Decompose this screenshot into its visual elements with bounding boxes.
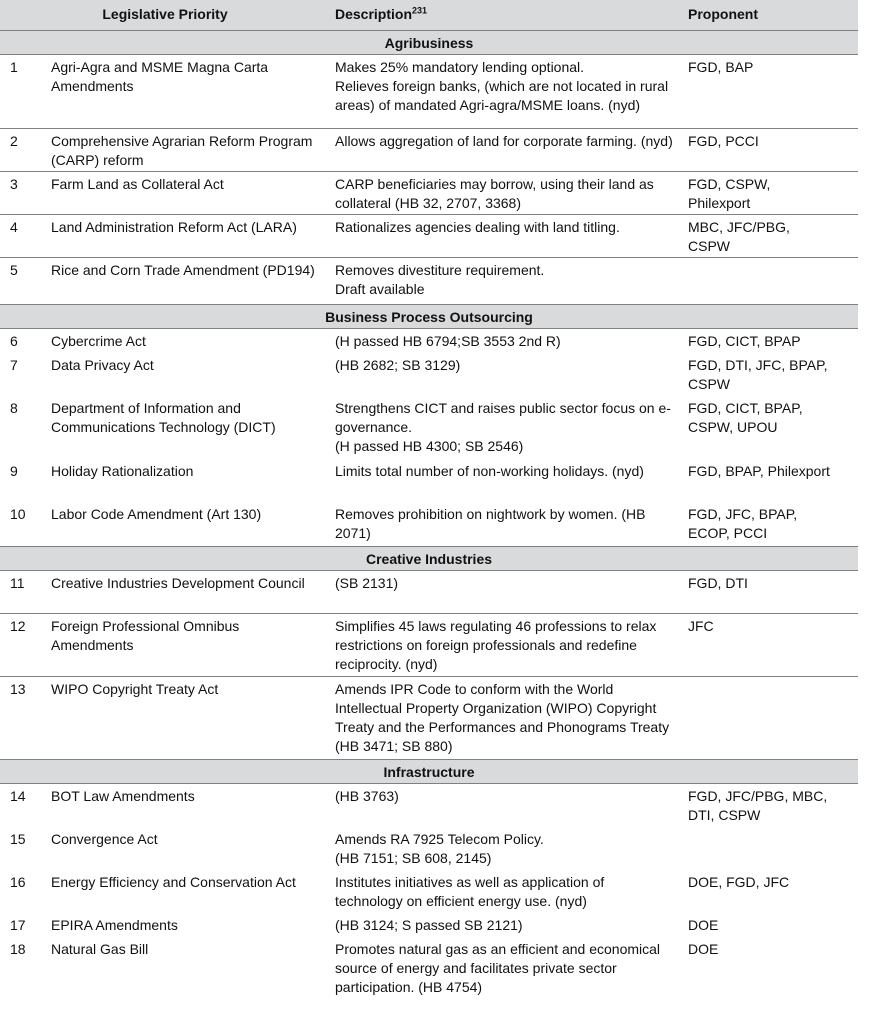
row-description: Removes divestiture requirement. Draft available — [335, 262, 545, 297]
row-priority: Rice and Corn Trade Amendment (PD194) — [51, 262, 315, 278]
row-priority: WIPO Copyright Treaty Act — [51, 681, 219, 697]
row-priority: Comprehensive Agrarian Reform Program (CARP) reform — [51, 133, 313, 168]
row-proponent: FGD, CICT, BPAP — [688, 333, 801, 349]
row-proponent: DOE — [688, 917, 719, 933]
row-proponent: DOE, FGD, JFC — [688, 874, 790, 890]
table-row — [0, 913, 858, 937]
row-number: 14 — [10, 788, 26, 804]
header-description — [330, 0, 683, 30]
row-description: Amends IPR Code to conform with the World Intellectual Property Organization (WIPO) Copyright Treaty and the Performances and Phonograms Treaty (HB 3471; SB 880) — [335, 681, 670, 754]
row-priority: Farm Land as Collateral Act — [51, 176, 224, 192]
row-number: 16 — [10, 874, 26, 890]
table-row — [0, 55, 858, 129]
row-number: 2 — [10, 133, 18, 149]
section-agribusiness — [0, 31, 858, 305]
section-title: Infrastructure — [0, 760, 858, 784]
row-description: Simplifies 45 laws regulating 46 professions to relax restrictions on foreign professionals and redefine reciprocity. (nyd) — [335, 618, 657, 672]
row-proponent: FGD, BAP — [688, 59, 754, 75]
row-description: Strengthens CICT and raises public sector focus on e-governance. (H passed HB 4300; SB 2546) — [335, 400, 671, 454]
row-number: 3 — [10, 176, 18, 192]
table-row — [0, 614, 858, 677]
row-priority: Energy Efficiency and Conservation Act — [51, 874, 296, 890]
row-description: Allows aggregation of land for corporate farming. (nyd) — [335, 133, 673, 149]
table-row — [0, 870, 858, 913]
row-priority: Holiday Rationalization — [51, 463, 194, 479]
table-header — [0, 0, 858, 31]
row-number: 11 — [10, 575, 25, 591]
row-description: Institutes initiatives as well as application of technology on efficient energy use. (nyd) — [335, 874, 605, 909]
row-priority: Foreign Professional Omnibus Amendments — [51, 618, 240, 653]
row-priority: Labor Code Amendment (Art 130) — [51, 506, 262, 522]
row-proponent — [683, 258, 858, 304]
row-description: Makes 25% mandatory lending optional. Relieves foreign banks, (which are not located in rural areas) of mandated Agri-agra/MSME loans. (nyd) — [335, 59, 669, 113]
section-creative-industries — [0, 547, 858, 760]
row-number: 10 — [10, 506, 26, 522]
row-description: (SB 2131) — [335, 575, 399, 591]
section-title: Business Process Outsourcing — [0, 305, 858, 329]
table-row — [0, 784, 858, 827]
table-row — [0, 172, 858, 215]
row-priority: Agri-Agra and MSME Magna Carta Amendments — [51, 59, 269, 94]
table-row — [0, 827, 858, 870]
row-number: 17 — [10, 917, 26, 933]
row-proponent: FGD, PCCI — [688, 133, 759, 149]
table-row — [0, 502, 858, 547]
header-description-label: Description — [335, 6, 413, 22]
row-priority: Land Administration Reform Act (LARA) — [51, 219, 297, 235]
row-number: 15 — [10, 831, 26, 847]
row-proponent: FGD, JFC, BPAP, ECOP, PCCI — [688, 506, 798, 541]
row-description: (HB 3763) — [335, 788, 399, 804]
row-description: Promotes natural gas as an efficient and economical source of energy and facilitates private sector participation. (HB 4754) — [335, 941, 661, 995]
row-description: (H passed HB 6794;SB 3553 2nd R) — [335, 333, 561, 349]
row-number: 13 — [10, 681, 26, 697]
row-priority: Creative Industries Development Council — [51, 575, 305, 591]
header-footnote-ref: 231 — [412, 5, 428, 16]
table-row — [0, 129, 858, 172]
row-proponent — [683, 677, 858, 759]
row-description: Amends RA 7925 Telecom Policy. (HB 7151; SB 608, 2145) — [335, 831, 544, 866]
header-priority: Legislative Priority — [102, 6, 228, 22]
row-number: 6 — [10, 333, 18, 349]
row-proponent: DOE — [688, 941, 719, 957]
row-description: Removes prohibition on nightwork by women. (HB 2071) — [335, 506, 646, 541]
row-proponent: FGD, DTI — [688, 575, 748, 591]
row-proponent: FGD, CSPW, Philexport — [688, 176, 771, 211]
table-row — [0, 459, 858, 502]
row-number: 12 — [10, 618, 26, 634]
row-proponent: FGD, BPAP, Philexport — [688, 463, 830, 479]
row-number: 4 — [10, 219, 18, 235]
section-business-process-outsourcing — [0, 305, 858, 547]
row-description: CARP beneficiaries may borrow, using their land as collateral (HB 32, 2707, 3368) — [335, 176, 654, 211]
section-infrastructure — [0, 760, 858, 1003]
row-description: Rationalizes agencies dealing with land titling. — [335, 219, 620, 235]
row-proponent: MBC, JFC/PBG, CSPW — [688, 219, 790, 254]
table-row — [0, 329, 858, 353]
row-priority: Department of Information and Communications Technology (DICT) — [51, 400, 276, 435]
row-proponent: JFC — [688, 618, 714, 634]
table-row — [0, 258, 858, 305]
row-proponent: FGD, DTI, JFC, BPAP, CSPW — [688, 357, 828, 392]
section-title: Agribusiness — [0, 31, 858, 55]
table-row — [0, 937, 858, 1003]
row-proponent: FGD, JFC/PBG, MBC, DTI, CSPW — [688, 788, 828, 823]
table-row — [0, 396, 858, 459]
row-number: 7 — [10, 357, 18, 373]
table-row — [0, 215, 858, 258]
row-priority: Convergence Act — [51, 831, 158, 847]
row-description: (HB 2682; SB 3129) — [335, 357, 461, 373]
row-priority: EPIRA Amendments — [51, 917, 178, 933]
row-priority: Data Privacy Act — [51, 357, 154, 373]
row-description: (HB 3124; S passed SB 2121) — [335, 917, 523, 933]
header-proponent: Proponent — [688, 6, 758, 22]
row-description: Limits total number of non-working holidays. (nyd) — [335, 463, 644, 479]
row-priority: Natural Gas Bill — [51, 941, 149, 957]
row-proponent: FGD, CICT, BPAP, CSPW, UPOU — [688, 400, 803, 435]
row-priority: Cybercrime Act — [51, 333, 146, 349]
row-number: 18 — [10, 941, 26, 957]
section-title: Creative Industries — [0, 547, 858, 571]
row-priority: BOT Law Amendments — [51, 788, 195, 804]
table-row — [0, 353, 858, 396]
row-number: 8 — [10, 400, 18, 416]
row-number: 1 — [10, 59, 18, 75]
row-number: 5 — [10, 262, 18, 278]
table-row — [0, 677, 858, 760]
table-row — [0, 571, 858, 614]
row-number: 9 — [10, 463, 18, 479]
row-proponent — [683, 827, 858, 870]
